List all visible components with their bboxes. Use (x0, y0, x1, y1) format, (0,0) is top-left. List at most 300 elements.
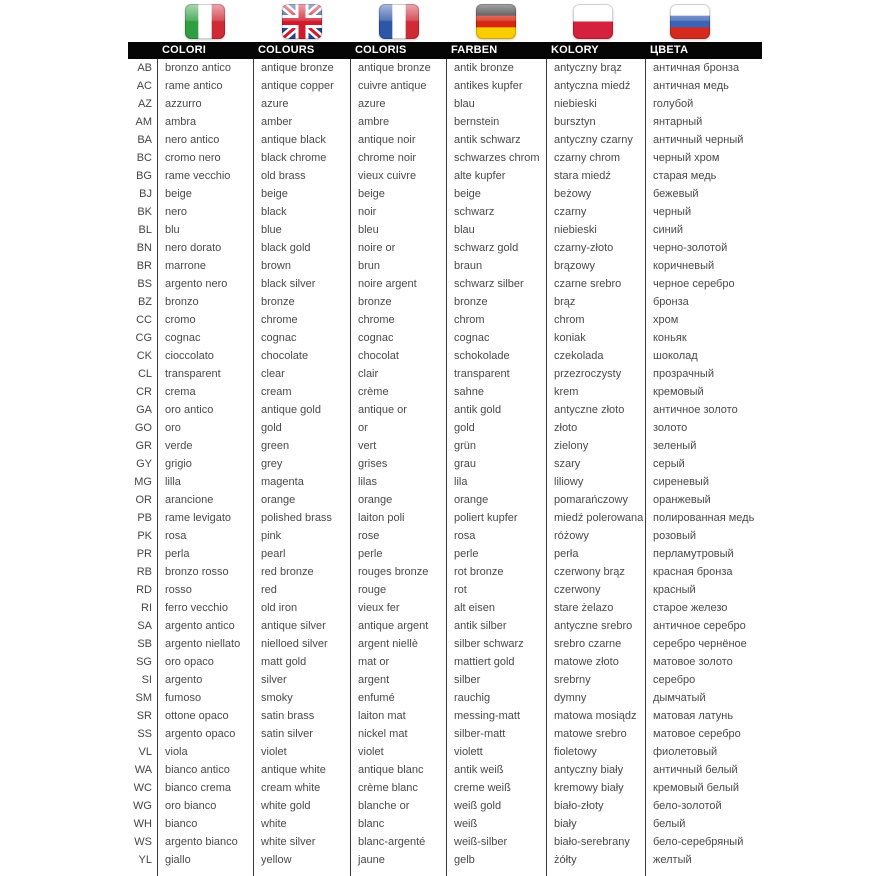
color-name-cell: orange (350, 491, 446, 509)
color-name-cell: gold (446, 419, 546, 437)
color-name-cell: amber (253, 113, 350, 131)
flag-poland-icon (573, 4, 613, 39)
color-name-cell: creme weiß (446, 779, 546, 797)
code-cell: BN (136, 242, 152, 254)
color-name-cell: bianco (157, 815, 253, 833)
code-cell: BK (137, 206, 152, 218)
color-name-cell: argento opaco (157, 725, 253, 743)
color-name-cell: antique white (253, 761, 350, 779)
color-name-cell: black chrome (253, 149, 350, 167)
code-cell: GY (136, 458, 152, 470)
color-name-cell: antique noir (350, 131, 446, 149)
color-name-cell: or (350, 419, 446, 437)
color-name-cell: chrom (446, 311, 546, 329)
color-name-cell: srebrny (546, 671, 645, 689)
table-row (128, 455, 762, 473)
column-header-colori: COLORI (162, 44, 206, 56)
table-row (128, 365, 762, 383)
color-name-cell: antyczna miedź (546, 77, 645, 95)
color-name-cell: czarne srebro (546, 275, 645, 293)
color-name-cell: кремовый (645, 383, 762, 401)
color-name-cell: cream (253, 383, 350, 401)
color-name-cell: kremowy biały (546, 779, 645, 797)
color-name-cell: rame antico (157, 77, 253, 95)
color-name-cell: schwarz gold (446, 239, 546, 257)
color-name-cell: chrome (253, 311, 350, 329)
flag-united-kingdom-icon (282, 4, 322, 39)
table-row (128, 599, 762, 617)
table-row (128, 581, 762, 599)
table-row (128, 113, 762, 131)
color-name-cell: белый (645, 815, 762, 833)
color-name-cell: black (253, 203, 350, 221)
color-name-cell: beige (350, 185, 446, 203)
color-name-cell: rot bronze (446, 563, 546, 581)
color-name-cell: zielony (546, 437, 645, 455)
table-row (128, 401, 762, 419)
table-row (128, 239, 762, 257)
color-name-cell: прозрачный (645, 365, 762, 383)
color-name-cell: antique bronze (350, 59, 446, 77)
color-name-cell: золото (645, 419, 762, 437)
color-name-cell: желтый (645, 851, 762, 869)
color-name-cell: crème blanc (350, 779, 446, 797)
color-name-cell: czerwony brąz (546, 563, 645, 581)
color-name-cell: cromo nero (157, 149, 253, 167)
color-name-cell: коричневый (645, 257, 762, 275)
color-name-cell: beige (253, 185, 350, 203)
table-row (128, 257, 762, 275)
color-name-cell: rouge (350, 581, 446, 599)
color-name-cell: синий (645, 221, 762, 239)
color-name-cell: satin silver (253, 725, 350, 743)
color-name-cell: бело-серебряный (645, 833, 762, 851)
color-name-cell: antyczny biały (546, 761, 645, 779)
color-name-cell: red (253, 581, 350, 599)
color-name-cell: blu (157, 221, 253, 239)
table-header-bar (128, 42, 762, 59)
table-row (128, 491, 762, 509)
color-name-cell: viola (157, 743, 253, 761)
color-name-cell: biały (546, 815, 645, 833)
color-name-cell: oro opaco (157, 653, 253, 671)
code-cell: BA (137, 134, 152, 146)
color-name-cell: розовый (645, 527, 762, 545)
color-name-cell: rouges bronze (350, 563, 446, 581)
color-name-cell: античная бронза (645, 59, 762, 77)
table-row (128, 167, 762, 185)
color-name-cell: chrome noir (350, 149, 446, 167)
color-name-cell: alt eisen (446, 599, 546, 617)
table-row (128, 545, 762, 563)
color-name-cell: azzurro (157, 95, 253, 113)
table-row (128, 779, 762, 797)
color-name-cell: beige (157, 185, 253, 203)
color-name-cell: grau (446, 455, 546, 473)
table-row (128, 851, 762, 869)
column-header-colours: COLOURS (258, 44, 315, 56)
color-code-chart (128, 4, 762, 876)
color-name-cell: blanc (350, 815, 446, 833)
color-name-cell: azure (350, 95, 446, 113)
color-name-cell: dymny (546, 689, 645, 707)
table-row (128, 743, 762, 761)
color-name-cell: noire or (350, 239, 446, 257)
color-name-cell: chrom (546, 311, 645, 329)
code-cell: AZ (137, 98, 152, 110)
color-name-cell: черно-золотой (645, 239, 762, 257)
code-cell: WH (133, 818, 152, 830)
table-row (128, 275, 762, 293)
color-name-cell: weiß-silber (446, 833, 546, 851)
color-name-cell: antik schwarz (446, 131, 546, 149)
color-name-cell: blanche or (350, 797, 446, 815)
color-name-cell: różowy (546, 527, 645, 545)
color-name-cell: white silver (253, 833, 350, 851)
code-cell: WS (134, 836, 152, 848)
color-name-cell: laiton poli (350, 509, 446, 527)
code-cell: GO (134, 422, 152, 434)
color-name-cell: noir (350, 203, 446, 221)
color-name-cell: cognac (253, 329, 350, 347)
color-name-cell: przezroczysty (546, 365, 645, 383)
color-name-cell: oro antico (157, 401, 253, 419)
color-name-cell: blau (446, 221, 546, 239)
color-name-cell: braun (446, 257, 546, 275)
table-row (128, 77, 762, 95)
color-name-cell: antik silber (446, 617, 546, 635)
color-name-cell: argent niellè (350, 635, 446, 653)
color-name-cell: lila (446, 473, 546, 491)
color-name-cell: violet (253, 743, 350, 761)
color-name-cell: smoky (253, 689, 350, 707)
table-row (128, 509, 762, 527)
color-name-cell: cognac (446, 329, 546, 347)
color-name-cell: pomarańczowy (546, 491, 645, 509)
code-cell: SR (136, 710, 152, 722)
color-name-cell: rot (446, 581, 546, 599)
color-name-cell: bernstein (446, 113, 546, 131)
color-name-cell: chocolate (253, 347, 350, 365)
color-name-cell: gelb (446, 851, 546, 869)
color-name-cell: matowe złoto (546, 653, 645, 671)
color-name-cell: коньяк (645, 329, 762, 347)
color-name-cell: giallo (157, 851, 253, 869)
code-cell: AM (135, 116, 152, 128)
color-name-cell: pearl (253, 545, 350, 563)
color-name-cell: beige (446, 185, 546, 203)
color-name-cell: античный белый (645, 761, 762, 779)
color-name-cell: черный хром (645, 149, 762, 167)
color-name-cell: nero dorato (157, 239, 253, 257)
color-name-cell: nickel mat (350, 725, 446, 743)
color-name-cell: violett (446, 743, 546, 761)
color-name-cell: antyczne srebro (546, 617, 645, 635)
table-row (128, 311, 762, 329)
color-name-cell: żółty (546, 851, 645, 869)
color-name-cell: szary (546, 455, 645, 473)
color-name-cell: brąz (546, 293, 645, 311)
code-cell: RB (136, 566, 152, 578)
color-name-cell: transparent (157, 365, 253, 383)
table-row (128, 815, 762, 833)
color-name-cell: полированная медь (645, 509, 762, 527)
color-name-cell: złoto (546, 419, 645, 437)
color-name-cell: rame levigato (157, 509, 253, 527)
table-row (128, 833, 762, 851)
color-name-cell: голубой (645, 95, 762, 113)
color-name-cell: серый (645, 455, 762, 473)
color-name-cell: schwarz silber (446, 275, 546, 293)
color-name-cell: antik weiß (446, 761, 546, 779)
color-name-cell: fioletowy (546, 743, 645, 761)
color-name-cell: arancione (157, 491, 253, 509)
color-name-cell: grises (350, 455, 446, 473)
color-name-cell: stara miedź (546, 167, 645, 185)
table-row (128, 689, 762, 707)
color-name-cell: старая медь (645, 167, 762, 185)
color-name-cell: antique or (350, 401, 446, 419)
color-name-cell: antique gold (253, 401, 350, 419)
table-row (128, 635, 762, 653)
color-name-cell: mat or (350, 653, 446, 671)
code-cell: PR (136, 548, 152, 560)
color-name-cell: biało-złoty (546, 797, 645, 815)
code-cell: BC (136, 152, 152, 164)
column-header-farben: FARBEN (451, 44, 498, 56)
color-name-cell: sahne (446, 383, 546, 401)
color-name-cell: transparent (446, 365, 546, 383)
code-cell: BZ (137, 296, 152, 308)
table-row (128, 617, 762, 635)
color-name-cell: antique bronze (253, 59, 350, 77)
table-row (128, 131, 762, 149)
color-name-cell: античное серебро (645, 617, 762, 635)
color-name-cell: красный (645, 581, 762, 599)
table-row (128, 203, 762, 221)
color-name-cell: alte kupfer (446, 167, 546, 185)
color-name-cell: jaune (350, 851, 446, 869)
color-name-cell: mattiert gold (446, 653, 546, 671)
color-name-cell: старое железо (645, 599, 762, 617)
color-name-cell: azure (253, 95, 350, 113)
color-name-cell: czerwony (546, 581, 645, 599)
code-cell: CC (136, 314, 152, 326)
color-name-cell: schwarzes chrom (446, 149, 546, 167)
color-name-cell: vieux fer (350, 599, 446, 617)
code-cell: CK (136, 350, 152, 362)
color-name-cell: antikes kupfer (446, 77, 546, 95)
color-name-cell: srebro czarne (546, 635, 645, 653)
color-name-cell: бело-золотой (645, 797, 762, 815)
color-name-cell: matowa mosiądz (546, 707, 645, 725)
color-name-cell: бронза (645, 293, 762, 311)
color-name-cell: antyczny brąz (546, 59, 645, 77)
color-name-cell: weiß gold (446, 797, 546, 815)
code-cell: SA (137, 620, 152, 632)
color-name-cell: orange (446, 491, 546, 509)
color-name-cell: rose (350, 527, 446, 545)
color-name-cell: античная медь (645, 77, 762, 95)
color-name-cell: chocolat (350, 347, 446, 365)
color-name-cell: gold (253, 419, 350, 437)
color-name-cell: cognac (350, 329, 446, 347)
color-name-cell: silver (253, 671, 350, 689)
color-name-cell: ferro vecchio (157, 599, 253, 617)
code-cell: CL (137, 368, 152, 380)
code-cell: CR (136, 386, 152, 398)
color-name-cell: old brass (253, 167, 350, 185)
code-cell: PB (137, 512, 152, 524)
color-name-cell: зеленый (645, 437, 762, 455)
table-row (128, 419, 762, 437)
color-name-cell: перламутровый (645, 545, 762, 563)
code-cell: YL (138, 854, 152, 866)
column-header-cveta: ЦВЕТА (650, 44, 689, 56)
column-header-kolory: KOLORY (551, 44, 599, 56)
color-name-cell: argento niellato (157, 635, 253, 653)
color-name-cell: black gold (253, 239, 350, 257)
code-cell: AC (136, 80, 152, 92)
color-name-cell: argento nero (157, 275, 253, 293)
color-name-cell: messing-matt (446, 707, 546, 725)
color-name-cell: old iron (253, 599, 350, 617)
color-name-cell: schokolade (446, 347, 546, 365)
color-name-cell: brun (350, 257, 446, 275)
color-name-cell: fumoso (157, 689, 253, 707)
color-name-cell: серебро чернёное (645, 635, 762, 653)
color-name-cell: cioccolato (157, 347, 253, 365)
code-cell: BS (137, 278, 152, 290)
color-name-cell: marrone (157, 257, 253, 275)
color-name-cell: brązowy (546, 257, 645, 275)
color-name-cell: oro (157, 419, 253, 437)
table-row (128, 149, 762, 167)
color-name-cell: nero (157, 203, 253, 221)
color-name-cell: blanc-argenté (350, 833, 446, 851)
color-name-cell: noire argent (350, 275, 446, 293)
color-name-cell: beżowy (546, 185, 645, 203)
table-row (128, 437, 762, 455)
code-cell: WG (133, 800, 152, 812)
code-cell: BL (138, 224, 152, 236)
color-name-cell: дымчатый (645, 689, 762, 707)
flag-germany-icon (476, 4, 516, 39)
table-body (128, 59, 762, 876)
color-name-cell: матовое серебро (645, 725, 762, 743)
color-name-cell: шоколад (645, 347, 762, 365)
code-cell: SI (141, 674, 152, 686)
color-name-cell: antique copper (253, 77, 350, 95)
color-name-cell: nielloed silver (253, 635, 350, 653)
color-name-cell: laiton mat (350, 707, 446, 725)
color-name-cell: miedź polerowana (546, 509, 645, 527)
color-name-cell: polished brass (253, 509, 350, 527)
color-name-cell: antique black (253, 131, 350, 149)
color-name-cell: orange (253, 491, 350, 509)
code-cell: WC (133, 782, 152, 794)
color-name-cell: grey (253, 455, 350, 473)
color-name-cell: кремовый белый (645, 779, 762, 797)
table-row (128, 329, 762, 347)
color-name-cell: perle (446, 545, 546, 563)
color-name-cell: ambre (350, 113, 446, 131)
color-name-cell: grigio (157, 455, 253, 473)
color-name-cell: античный черный (645, 131, 762, 149)
color-name-cell: матовое золото (645, 653, 762, 671)
color-name-cell: cognac (157, 329, 253, 347)
code-cell: SG (136, 656, 152, 668)
flag-russia-icon (670, 4, 710, 39)
code-cell: GA (136, 404, 152, 416)
color-name-cell: хром (645, 311, 762, 329)
column-header-coloris: COLORIS (355, 44, 407, 56)
table-row (128, 671, 762, 689)
color-name-cell: czekolada (546, 347, 645, 365)
color-name-cell: czarny-złoto (546, 239, 645, 257)
color-name-cell: argento (157, 671, 253, 689)
table-row (128, 707, 762, 725)
color-name-cell: silber (446, 671, 546, 689)
color-name-cell: magenta (253, 473, 350, 491)
color-name-cell: black silver (253, 275, 350, 293)
color-name-cell: green (253, 437, 350, 455)
color-name-cell: crème (350, 383, 446, 401)
table-row (128, 347, 762, 365)
color-name-cell: bronzo (157, 293, 253, 311)
color-name-cell: white gold (253, 797, 350, 815)
color-name-cell: красная бронза (645, 563, 762, 581)
color-name-cell: antik bronze (446, 59, 546, 77)
color-name-cell: clear (253, 365, 350, 383)
color-name-cell: bianco antico (157, 761, 253, 779)
color-name-cell: perla (157, 545, 253, 563)
code-cell: BG (136, 170, 152, 182)
color-name-cell: antyczne złoto (546, 401, 645, 419)
color-name-cell: silber schwarz (446, 635, 546, 653)
table-row (128, 761, 762, 779)
color-name-cell: argent (350, 671, 446, 689)
color-name-cell: koniak (546, 329, 645, 347)
table-row (128, 185, 762, 203)
table-row (128, 221, 762, 239)
color-name-cell: nero antico (157, 131, 253, 149)
color-name-cell: сиреневый (645, 473, 762, 491)
color-name-cell: bronzo rosso (157, 563, 253, 581)
code-cell: SS (137, 728, 152, 740)
color-name-cell: antique silver (253, 617, 350, 635)
color-name-cell: античное золото (645, 401, 762, 419)
color-name-cell: bursztyn (546, 113, 645, 131)
color-name-cell: antique blanc (350, 761, 446, 779)
color-name-cell: cream white (253, 779, 350, 797)
color-name-cell: niebieski (546, 95, 645, 113)
color-name-cell: satin brass (253, 707, 350, 725)
table-row (128, 563, 762, 581)
color-name-cell: liliowy (546, 473, 645, 491)
code-cell: PK (137, 530, 152, 542)
color-name-cell: ambra (157, 113, 253, 131)
color-name-cell: enfumé (350, 689, 446, 707)
code-cell: GR (135, 440, 152, 452)
color-name-cell: матовая латунь (645, 707, 762, 725)
table-row (128, 653, 762, 671)
color-name-cell: черный (645, 203, 762, 221)
flags-row (128, 4, 762, 42)
color-name-cell: bleu (350, 221, 446, 239)
color-name-cell: crema (157, 383, 253, 401)
color-name-cell: oro bianco (157, 797, 253, 815)
